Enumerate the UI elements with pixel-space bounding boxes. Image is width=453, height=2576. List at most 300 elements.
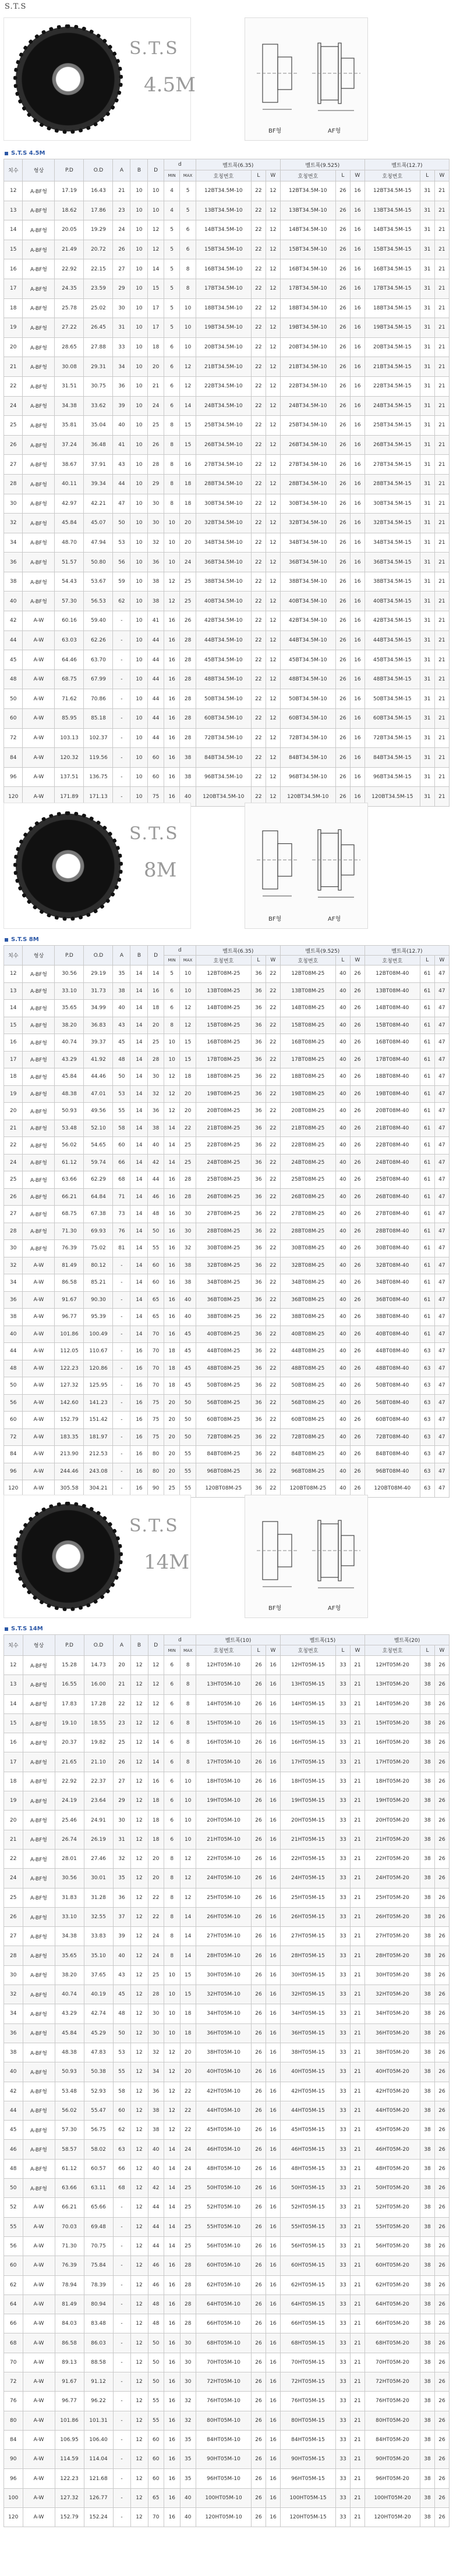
table-cell: 40 bbox=[335, 1394, 350, 1412]
part-number-cell: 45HT05M-15 bbox=[281, 2121, 336, 2140]
table-cell: 44 bbox=[148, 2217, 164, 2236]
table-row bbox=[4, 2023, 450, 2043]
table-cell: A-BF형 bbox=[23, 2082, 55, 2101]
table-cell: 16 bbox=[266, 2217, 281, 2236]
table-cell: 31 bbox=[113, 318, 130, 338]
table-cell: A-BF형 bbox=[23, 1171, 55, 1189]
table-cell: 18 bbox=[180, 1068, 196, 1086]
table-cell: 26 bbox=[350, 1240, 364, 1257]
table-cell: 45 bbox=[4, 2121, 23, 2140]
part-number-cell: 19HT05M-10 bbox=[196, 1791, 252, 1811]
part-number-cell: 52HT05M-10 bbox=[196, 2198, 252, 2217]
table-cell: 57.30 bbox=[55, 2121, 84, 2140]
table-cell: A-BF형 bbox=[23, 1137, 55, 1155]
table-cell: 26 bbox=[435, 2488, 450, 2507]
table-row bbox=[4, 1034, 450, 1052]
part-number-cell: 13BT34.5M-10 bbox=[196, 201, 251, 220]
table-cell: 83.48 bbox=[84, 2314, 113, 2333]
table-cell: 30 bbox=[180, 1206, 196, 1223]
table-cell: 35 bbox=[180, 2469, 196, 2488]
table-row bbox=[4, 1791, 450, 1811]
table-cell: 90.30 bbox=[84, 1291, 113, 1309]
table-cell: 21 bbox=[351, 2198, 365, 2217]
table-cell: 14 bbox=[130, 1034, 148, 1052]
table-cell: 14 bbox=[4, 220, 23, 240]
part-number-cell: 21BT08M-25 bbox=[280, 1120, 335, 1137]
table-cell: 40 bbox=[335, 1309, 350, 1326]
part-number-cell: 25HT05M-10 bbox=[196, 1888, 252, 1907]
table-cell: 31 bbox=[420, 298, 434, 318]
table-cell: 16 bbox=[350, 494, 364, 514]
table-cell: 96 bbox=[4, 1463, 23, 1480]
table-row bbox=[4, 1965, 450, 1984]
table-cell: 96.77 bbox=[55, 2392, 84, 2411]
part-number-cell: 27HT05M-10 bbox=[196, 1927, 252, 1946]
part-number-cell: 16BT34.5M-10 bbox=[280, 259, 335, 279]
part-number-cell: 50BT08M-25 bbox=[280, 1377, 335, 1395]
dimension-drawing bbox=[245, 17, 368, 141]
table-cell: 14 bbox=[130, 965, 148, 983]
table-cell: 16 bbox=[266, 1927, 281, 1946]
table-cell: A-BF형 bbox=[23, 2140, 55, 2159]
col-header-l: L bbox=[251, 170, 266, 181]
table-cell: 10 bbox=[148, 201, 164, 220]
table-cell: 42 bbox=[148, 2179, 164, 2198]
table-cell: 70.86 bbox=[84, 689, 113, 709]
table-cell: 22 bbox=[251, 337, 266, 357]
col-header-code: 호칭번호 bbox=[196, 170, 251, 181]
table-cell: 26 bbox=[350, 965, 364, 983]
table-cell: 63 bbox=[420, 1343, 434, 1360]
part-number-cell: 19HT05M-20 bbox=[365, 1791, 420, 1811]
table-cell: 59.40 bbox=[84, 611, 113, 631]
table-cell: 8 bbox=[180, 1694, 196, 1713]
part-number-cell: 44HT05M-10 bbox=[196, 2101, 252, 2120]
table-cell: 10 bbox=[130, 630, 148, 650]
table-cell: 244.46 bbox=[55, 1463, 84, 1480]
table-cell: 40 bbox=[335, 1085, 350, 1103]
table-cell: 80.94 bbox=[84, 2294, 113, 2314]
table-cell: 22 bbox=[266, 1326, 280, 1343]
table-cell: 21 bbox=[434, 669, 449, 689]
table-cell: A-BF형 bbox=[23, 2101, 55, 2120]
table-cell: 21 bbox=[434, 767, 449, 787]
table-cell: 22 bbox=[251, 416, 266, 436]
table-cell: 16 bbox=[266, 1907, 281, 1926]
table-cell: 96 bbox=[4, 2469, 23, 2488]
table-cell: 26 bbox=[4, 1188, 23, 1206]
table-row bbox=[4, 965, 450, 983]
table-cell: 22 bbox=[266, 1051, 280, 1068]
table-cell: 14 bbox=[148, 1752, 164, 1772]
table-cell: 33 bbox=[113, 337, 130, 357]
table-cell: 12 bbox=[266, 611, 280, 631]
table-cell: 14 bbox=[164, 2159, 181, 2178]
table-cell: 40 bbox=[335, 1377, 350, 1395]
table-cell: 16 bbox=[130, 1360, 148, 1377]
table-cell: 18 bbox=[148, 1791, 164, 1811]
table-cell: 33 bbox=[336, 1946, 351, 1965]
table-cell: 16 bbox=[266, 2256, 281, 2275]
table-cell: 16 bbox=[266, 2121, 281, 2140]
table-cell: 16 bbox=[266, 1811, 281, 1830]
table-cell: 33 bbox=[336, 2333, 351, 2353]
table-cell: A-W bbox=[23, 1428, 55, 1446]
table-cell: 21 bbox=[434, 553, 449, 572]
table-cell: 80.12 bbox=[84, 1257, 113, 1274]
table-cell: 6 bbox=[164, 376, 179, 396]
table-cell: 21 bbox=[351, 2488, 365, 2507]
col-header-belt-width: 벨트폭(9.525) bbox=[280, 946, 364, 956]
table-cell: 21 bbox=[351, 2372, 365, 2391]
table-cell: 38 bbox=[420, 2179, 435, 2198]
table-cell: 22 bbox=[266, 1343, 280, 1360]
table-cell: 12 bbox=[164, 572, 179, 592]
table-cell: 31 bbox=[420, 435, 434, 455]
table-cell: 16 bbox=[266, 1772, 281, 1791]
table-cell: 137.51 bbox=[55, 767, 84, 787]
table-cell: 16 bbox=[164, 1291, 179, 1309]
table-cell: 14 bbox=[164, 2236, 181, 2256]
table-row bbox=[4, 572, 450, 592]
table-cell: 26 bbox=[335, 455, 350, 475]
table-cell: 38 bbox=[148, 2121, 164, 2140]
table-cell: 16 bbox=[130, 1377, 148, 1395]
col-header-l: L bbox=[336, 1645, 351, 1656]
table-row bbox=[4, 1656, 450, 1675]
table-cell: 66.21 bbox=[55, 1188, 84, 1206]
table-cell: 61 bbox=[420, 1240, 434, 1257]
table-cell: A-BF형 bbox=[23, 376, 55, 396]
table-cell: 16 bbox=[266, 1694, 281, 1713]
table-cell: 15 bbox=[4, 1017, 23, 1034]
table-row bbox=[4, 1849, 450, 1868]
table-cell: 26 bbox=[435, 1888, 450, 1907]
table-cell: 12 bbox=[130, 2062, 148, 2082]
table-cell: 34.99 bbox=[84, 1000, 113, 1017]
part-number-cell: 42BT34.5M-15 bbox=[364, 611, 420, 631]
table-cell: 36 bbox=[251, 1120, 266, 1137]
table-cell: 21 bbox=[351, 2023, 365, 2043]
table-cell: 18 bbox=[164, 1343, 179, 1360]
part-number-cell: 20HT05M-20 bbox=[365, 1811, 420, 1830]
table-cell: 26 bbox=[435, 1656, 450, 1675]
table-row bbox=[4, 337, 450, 357]
part-number-cell: 18HT05M-15 bbox=[281, 1772, 336, 1791]
table-cell: 26 bbox=[350, 1188, 364, 1206]
table-cell: 40 bbox=[335, 1034, 350, 1052]
table-cell: - bbox=[113, 2411, 130, 2430]
table-cell: 38 bbox=[180, 748, 196, 768]
part-number-cell: 120BT08M-25 bbox=[280, 1480, 335, 1498]
table-cell: 40 bbox=[335, 1480, 350, 1498]
part-number-cell: 20BT08M-25 bbox=[196, 1103, 251, 1120]
part-number-cell: 72BT08M-25 bbox=[280, 1428, 335, 1446]
col-header-w: W bbox=[266, 1645, 281, 1656]
table-cell: A-W bbox=[23, 669, 55, 689]
table-cell: 12 bbox=[180, 1888, 196, 1907]
table-cell: 125.95 bbox=[84, 1377, 113, 1395]
table-cell: 26 bbox=[252, 1965, 266, 1984]
table-cell: 21 bbox=[351, 2004, 365, 2023]
part-number-cell: 48BT34.5M-10 bbox=[196, 669, 251, 689]
part-number-cell: 90HT05M-20 bbox=[365, 2450, 420, 2469]
table-cell: 63 bbox=[420, 1360, 434, 1377]
table-cell: A-BF형 bbox=[23, 494, 55, 514]
table-cell: 91.67 bbox=[55, 2372, 84, 2391]
table-cell: 26 bbox=[252, 1985, 266, 2004]
table-cell: A-BF형 bbox=[23, 1206, 55, 1223]
table-row bbox=[4, 2392, 450, 2411]
table-cell: 16 bbox=[164, 1188, 179, 1206]
table-cell: 70 bbox=[148, 1377, 164, 1395]
table-cell: 12 bbox=[164, 2062, 181, 2082]
table-cell: 12 bbox=[130, 2256, 148, 2275]
table-cell: 26 bbox=[335, 787, 350, 807]
table-cell: 26 bbox=[252, 2450, 266, 2469]
part-number-cell: 42HT05M-10 bbox=[196, 2082, 252, 2101]
table-cell: 21 bbox=[351, 1888, 365, 1907]
table-cell: 26 bbox=[435, 1772, 450, 1791]
table-cell: 28 bbox=[148, 1051, 164, 1068]
table-cell: 33 bbox=[336, 2023, 351, 2043]
table-cell: A-BF형 bbox=[23, 1869, 55, 1888]
table-cell: 65.66 bbox=[84, 2198, 113, 2217]
table-cell: 31 bbox=[420, 709, 434, 729]
table-cell: 33 bbox=[336, 2004, 351, 2023]
table-cell: 15 bbox=[180, 1965, 196, 1984]
table-cell: 10 bbox=[164, 1034, 179, 1052]
part-number-cell: 16BT08M-25 bbox=[196, 1034, 251, 1052]
part-number-cell: 30BT08M-40 bbox=[364, 1240, 420, 1257]
part-number-cell: 14HT05M-10 bbox=[196, 1694, 252, 1713]
table-cell: 60 bbox=[113, 1137, 130, 1155]
table-cell: 16 bbox=[266, 2333, 281, 2353]
col-header-d: D bbox=[148, 159, 164, 181]
table-cell: 26 bbox=[252, 1888, 266, 1907]
table-cell: 22 bbox=[251, 279, 266, 298]
table-cell: 61 bbox=[420, 1223, 434, 1240]
table-row bbox=[4, 2372, 450, 2391]
table-cell: 14 bbox=[164, 1137, 179, 1155]
table-cell: A-W bbox=[23, 748, 55, 768]
table-cell: 106.95 bbox=[55, 2430, 84, 2449]
table-cell: A-BF형 bbox=[23, 1965, 55, 1984]
table-cell: 32 bbox=[180, 2392, 196, 2411]
table-cell: 84 bbox=[4, 1446, 23, 1463]
table-cell: 14 bbox=[148, 1733, 164, 1752]
table-cell: 38 bbox=[420, 1675, 435, 1694]
table-cell: 8 bbox=[164, 1017, 179, 1034]
table-cell: 22 bbox=[266, 1137, 280, 1155]
table-cell: 28 bbox=[180, 2275, 196, 2294]
part-number-cell: 66HT05M-15 bbox=[281, 2314, 336, 2333]
table-cell: 21 bbox=[434, 650, 449, 670]
table-cell: 43 bbox=[113, 455, 130, 475]
table-cell: 70 bbox=[148, 1343, 164, 1360]
section-title-text: S.T.S 14M bbox=[11, 1626, 43, 1632]
col-header-w: W bbox=[350, 170, 364, 181]
table-cell: 16 bbox=[164, 689, 179, 709]
table-cell: A-BF형 bbox=[23, 1791, 55, 1811]
table-cell: 45.29 bbox=[84, 2023, 113, 2043]
table-cell: 8 bbox=[164, 1849, 181, 1868]
table-cell: 10 bbox=[164, 1985, 181, 2004]
drawing-svg bbox=[245, 1495, 367, 1617]
table-cell: 6 bbox=[164, 1830, 181, 1849]
part-number-cell: 46HT05M-10 bbox=[196, 2140, 252, 2159]
table-cell: 26 bbox=[350, 1154, 364, 1171]
part-number-cell: 24HT05M-10 bbox=[196, 1869, 252, 1888]
table-cell: 14 bbox=[130, 1103, 148, 1120]
table-cell: 25 bbox=[4, 416, 23, 436]
table-cell: 14 bbox=[130, 1326, 148, 1343]
table-cell: 39.34 bbox=[84, 474, 113, 494]
table-cell: 38 bbox=[420, 2294, 435, 2314]
table-cell: 19 bbox=[4, 1791, 23, 1811]
table-cell: 31 bbox=[420, 611, 434, 631]
table-cell: 16 bbox=[350, 416, 364, 436]
table-cell: 26 bbox=[252, 1694, 266, 1713]
table-cell: 18 bbox=[180, 2023, 196, 2043]
part-number-cell: 20HT05M-10 bbox=[196, 1811, 252, 1830]
table-cell: 18 bbox=[148, 1000, 164, 1017]
table-cell: A-BF형 bbox=[23, 259, 55, 279]
table-cell: 31 bbox=[420, 669, 434, 689]
table-cell: 44 bbox=[4, 630, 23, 650]
col-header-belt-width: 벨트폭(6.35) bbox=[196, 946, 280, 956]
table-cell: 38 bbox=[420, 1946, 435, 1965]
table-cell: 21 bbox=[351, 2411, 365, 2430]
table-cell: 26 bbox=[435, 1927, 450, 1946]
part-number-cell: 30BT08M-25 bbox=[196, 1240, 251, 1257]
pulley-photo bbox=[3, 17, 196, 141]
part-number-cell: 20BT34.5M-10 bbox=[196, 337, 251, 357]
table-cell: 20 bbox=[4, 1103, 23, 1120]
table-cell: 16 bbox=[148, 1772, 164, 1791]
table-cell: 38 bbox=[420, 2198, 435, 2217]
table-cell: 10 bbox=[180, 1811, 196, 1830]
table-cell: 4 bbox=[164, 181, 179, 201]
part-number-cell: 19BT34.5M-10 bbox=[196, 318, 251, 338]
table-cell: 26 bbox=[350, 1412, 364, 1429]
table-cell: 10 bbox=[180, 1830, 196, 1849]
table-cell: 63.70 bbox=[84, 650, 113, 670]
table-cell: 12 bbox=[4, 1656, 23, 1675]
table-cell: 48 bbox=[113, 1051, 130, 1068]
table-cell: 47.83 bbox=[84, 2043, 113, 2062]
table-cell: 25 bbox=[113, 1733, 130, 1752]
part-number-cell: 18BT08M-25 bbox=[280, 1068, 335, 1086]
table-cell: 16 bbox=[350, 669, 364, 689]
table-cell: 33.10 bbox=[55, 982, 84, 1000]
section-title-text: S.T.S 8M bbox=[11, 936, 39, 943]
table-cell: 65 bbox=[148, 2488, 164, 2507]
table-cell: 21 bbox=[434, 709, 449, 729]
table-cell: 25 bbox=[180, 2217, 196, 2236]
table-cell: A-W bbox=[23, 2333, 55, 2353]
part-number-cell: 27BT34.5M-15 bbox=[364, 455, 420, 475]
part-number-cell: 44BT08M-25 bbox=[280, 1343, 335, 1360]
table-cell: 33 bbox=[336, 2198, 351, 2217]
col-header-l: L bbox=[420, 1645, 435, 1656]
table-cell: 12 bbox=[130, 1849, 148, 1868]
part-number-cell: 30BT34.5M-10 bbox=[280, 494, 335, 514]
table-cell: 26 bbox=[350, 1274, 364, 1292]
table-cell: 26 bbox=[350, 1394, 364, 1412]
part-number-cell: 28HT05M-15 bbox=[281, 1946, 336, 1965]
table-cell: 12 bbox=[130, 2450, 148, 2469]
table-cell: 47 bbox=[434, 1343, 449, 1360]
table-cell: 33 bbox=[336, 2043, 351, 2062]
table-cell: 43.29 bbox=[55, 2004, 84, 2023]
part-number-cell: 55HT05M-15 bbox=[281, 2217, 336, 2236]
table-cell: 65 bbox=[148, 1309, 164, 1326]
table-cell: A-W bbox=[23, 2236, 55, 2256]
table-cell: 16 bbox=[350, 337, 364, 357]
part-number-cell: 68HT05M-20 bbox=[365, 2333, 420, 2353]
table-cell: 53.48 bbox=[55, 2082, 84, 2101]
table-cell: 24 bbox=[113, 220, 130, 240]
table-cell: 30 bbox=[180, 2353, 196, 2372]
part-number-cell: 26HT05M-15 bbox=[281, 1907, 336, 1926]
table-cell: 50.93 bbox=[55, 1103, 84, 1120]
table-cell: 33 bbox=[336, 2488, 351, 2507]
table-cell: 15 bbox=[4, 240, 23, 259]
table-cell: 12 bbox=[130, 2198, 148, 2217]
table-cell: 22 bbox=[251, 474, 266, 494]
table-cell: 19.10 bbox=[55, 1713, 84, 1733]
table-cell: 16 bbox=[266, 1888, 281, 1907]
table-cell: 22 bbox=[251, 650, 266, 670]
table-cell: 33 bbox=[336, 2508, 351, 2527]
table-cell: 26 bbox=[435, 2082, 450, 2101]
table-cell: 17 bbox=[4, 1752, 23, 1772]
table-cell: 40 bbox=[335, 1068, 350, 1086]
table-row bbox=[4, 416, 450, 436]
table-cell: 26 bbox=[335, 181, 350, 201]
table-cell: 61 bbox=[420, 1171, 434, 1189]
table-cell: 50 bbox=[4, 689, 23, 709]
table-cell: 21 bbox=[434, 181, 449, 201]
table-cell: A-BF형 bbox=[23, 318, 55, 338]
table-cell: 55 bbox=[4, 2217, 23, 2236]
part-number-cell: 14BT34.5M-10 bbox=[196, 220, 251, 240]
table-cell: 61 bbox=[420, 1326, 434, 1343]
table-cell: 36 bbox=[251, 1274, 266, 1292]
table-cell: 36 bbox=[113, 1888, 130, 1907]
col-header-w: W bbox=[435, 1645, 450, 1656]
table-cell: 10 bbox=[130, 533, 148, 553]
table-cell: 55 bbox=[180, 1463, 196, 1480]
table-cell: A-BF형 bbox=[23, 1120, 55, 1137]
table-cell: 21 bbox=[351, 2043, 365, 2062]
page-title: S.T.S bbox=[5, 2, 27, 11]
table-cell: 61 bbox=[420, 1206, 434, 1223]
table-cell: 12 bbox=[266, 592, 280, 611]
part-number-cell: 19BT08M-25 bbox=[280, 1085, 335, 1103]
table-cell: 36 bbox=[251, 1137, 266, 1155]
table-cell: 26 bbox=[252, 2508, 266, 2527]
part-number-cell: 25BT08M-40 bbox=[364, 1171, 420, 1189]
table-cell: - bbox=[113, 2217, 130, 2236]
spec-table-s14 bbox=[3, 1634, 450, 2527]
table-cell: A-W bbox=[23, 787, 55, 807]
table-cell: 44 bbox=[113, 474, 130, 494]
part-number-cell: 13BT34.5M-10 bbox=[280, 201, 335, 220]
table-cell: 36 bbox=[148, 2082, 164, 2101]
col-header-w: W bbox=[351, 1645, 365, 1656]
